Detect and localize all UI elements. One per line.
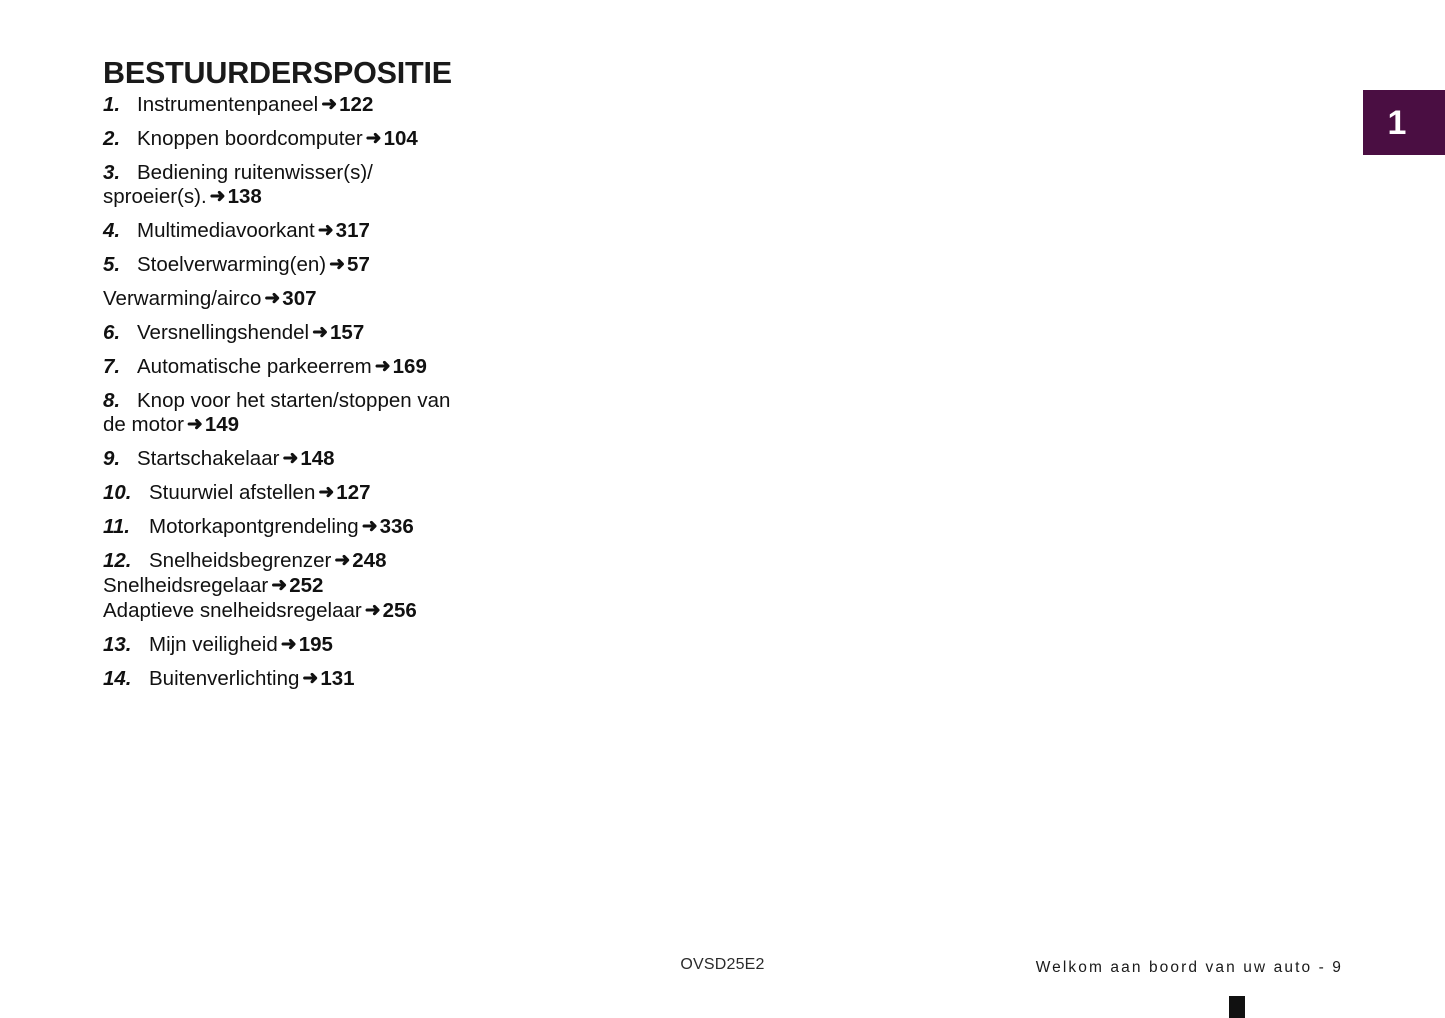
arrow-icon: ➜ <box>374 356 391 377</box>
list-item-line <box>103 447 663 472</box>
list-item <box>103 447 663 472</box>
list-item-page: 122 <box>339 93 374 116</box>
list-item-page: 57 <box>347 253 370 276</box>
list-item-page: 138 <box>227 185 262 208</box>
list-item-label: Multimediavoorkant <box>137 219 315 242</box>
list-item-continuation-label: sproeier(s). <box>103 185 207 208</box>
list-item-extra-page: 307 <box>282 287 317 310</box>
list-item-number: 1. <box>103 93 121 116</box>
list-item-label: Automatische parkeerrem <box>137 355 372 378</box>
list-item-extra-page: 256 <box>382 599 417 622</box>
list-item-page: 149 <box>204 413 240 436</box>
arrow-icon: ➜ <box>318 482 335 503</box>
list-item-extra-line <box>103 287 663 312</box>
list-item-label: Buitenverlichting <box>149 667 300 690</box>
list-item <box>103 93 663 118</box>
list-item-number: 11. <box>103 515 130 538</box>
list-item-extra-label: Verwarming/airco <box>103 287 262 310</box>
list-item-label: Snelheidsbegrenzer <box>149 549 332 572</box>
list-item-number: 4. <box>103 219 121 242</box>
list-item-page: 131 <box>320 667 355 690</box>
footer-document-code: OVSD25E2 <box>680 956 765 973</box>
list-item-line <box>103 93 663 118</box>
arrow-icon: ➜ <box>321 94 338 115</box>
list-item-extra-line <box>103 574 663 599</box>
list-item-number: 14. <box>103 667 132 690</box>
list-item-page: 148 <box>300 447 335 470</box>
arrow-icon: ➜ <box>186 414 203 435</box>
list-item <box>103 355 663 380</box>
list-item-continuation <box>103 185 663 210</box>
list-item-label: Startschakelaar <box>137 447 280 470</box>
arrow-icon: ➜ <box>334 550 351 571</box>
list-item-page: 169 <box>392 355 427 378</box>
list-item-label: Stoelverwarming(en) <box>137 253 327 276</box>
list-item-label: Motorkapontgrendeling <box>149 515 359 538</box>
list-item <box>103 481 663 506</box>
list-item-line <box>103 253 663 278</box>
footer-section-label: Welkom aan boord van uw auto - 9 <box>1035 959 1343 976</box>
list-item-number: 5. <box>103 253 121 276</box>
arrow-icon: ➜ <box>280 634 297 655</box>
list-item-number: 6. <box>103 321 121 344</box>
legend-list <box>103 93 663 692</box>
list-item-page: 336 <box>379 515 414 538</box>
arrow-icon: ➜ <box>361 516 378 537</box>
list-item-extra-label: Snelheidsregelaar <box>103 574 269 597</box>
list-item-line <box>103 355 663 380</box>
list-item-line <box>103 127 663 152</box>
arrow-icon: ➜ <box>329 254 346 275</box>
arrow-icon: ➜ <box>264 288 281 309</box>
list-item <box>103 127 663 152</box>
list-item-page: 317 <box>335 219 370 242</box>
list-item <box>103 633 663 658</box>
list-item <box>103 549 663 624</box>
list-item-label: Mijn veiligheid <box>149 633 278 656</box>
list-item-number: 7. <box>103 355 121 378</box>
page-title: BESTUURDERSPOSITIE <box>103 56 452 91</box>
list-item-line <box>103 667 663 692</box>
list-item-line <box>103 549 663 574</box>
chapter-tab-number: 1 <box>1387 103 1407 142</box>
list-item-line <box>103 321 663 346</box>
list-item-extra-line <box>103 599 663 624</box>
list-item-label: Versnellingshendel <box>137 321 310 344</box>
list-item-continuation-label: de motor <box>103 413 184 436</box>
arrow-icon: ➜ <box>302 668 319 689</box>
list-item-extra-page: 252 <box>289 574 324 597</box>
list-item-label: Knoppen boordcomputer <box>137 127 363 150</box>
list-item-page: 248 <box>352 549 387 572</box>
list-item-label: Stuurwiel afstellen <box>149 481 316 504</box>
list-item-number: 9. <box>103 447 121 470</box>
arrow-icon: ➜ <box>365 128 382 149</box>
list-item-label: Bediening ruitenwisser(s)/ <box>137 161 373 184</box>
list-item-line <box>103 161 663 185</box>
arrow-icon: ➜ <box>271 575 288 596</box>
registration-mark <box>1229 996 1245 1018</box>
arrow-icon: ➜ <box>364 600 381 621</box>
list-item-continuation <box>103 413 663 438</box>
list-item-line <box>103 515 663 540</box>
list-item-label: Instrumentenpaneel <box>137 93 319 116</box>
arrow-icon: ➜ <box>317 220 334 241</box>
list-item-number: 10. <box>103 481 132 504</box>
list-item-extra-label: Adaptieve snelheidsregelaar <box>103 599 362 622</box>
list-item-number: 8. <box>103 389 121 412</box>
list-item-number: 2. <box>103 127 121 150</box>
list-item <box>103 389 663 438</box>
list-item-line <box>103 633 663 658</box>
list-item <box>103 219 663 244</box>
list-item-line <box>103 481 663 506</box>
list-item-page: 195 <box>298 633 333 656</box>
list-item-page: 127 <box>336 481 371 504</box>
list-item-page: 104 <box>383 127 418 150</box>
list-item-line <box>103 389 663 413</box>
list-item-number: 12. <box>103 549 132 572</box>
list-item <box>103 161 663 210</box>
list-item <box>103 321 663 346</box>
list-item-extra <box>103 287 663 312</box>
list-item <box>103 515 663 540</box>
arrow-icon: ➜ <box>312 322 329 343</box>
list-item-number: 3. <box>103 161 121 184</box>
chapter-tab <box>1363 90 1445 155</box>
list-item-number: 13. <box>103 633 132 656</box>
list-item-line <box>103 219 663 244</box>
list-item-label: Knop voor het starten/stoppen van <box>137 389 451 412</box>
arrow-icon: ➜ <box>209 186 226 207</box>
list-item <box>103 253 663 278</box>
arrow-icon: ➜ <box>282 448 299 469</box>
list-item <box>103 667 663 692</box>
list-item-page: 157 <box>330 321 365 344</box>
